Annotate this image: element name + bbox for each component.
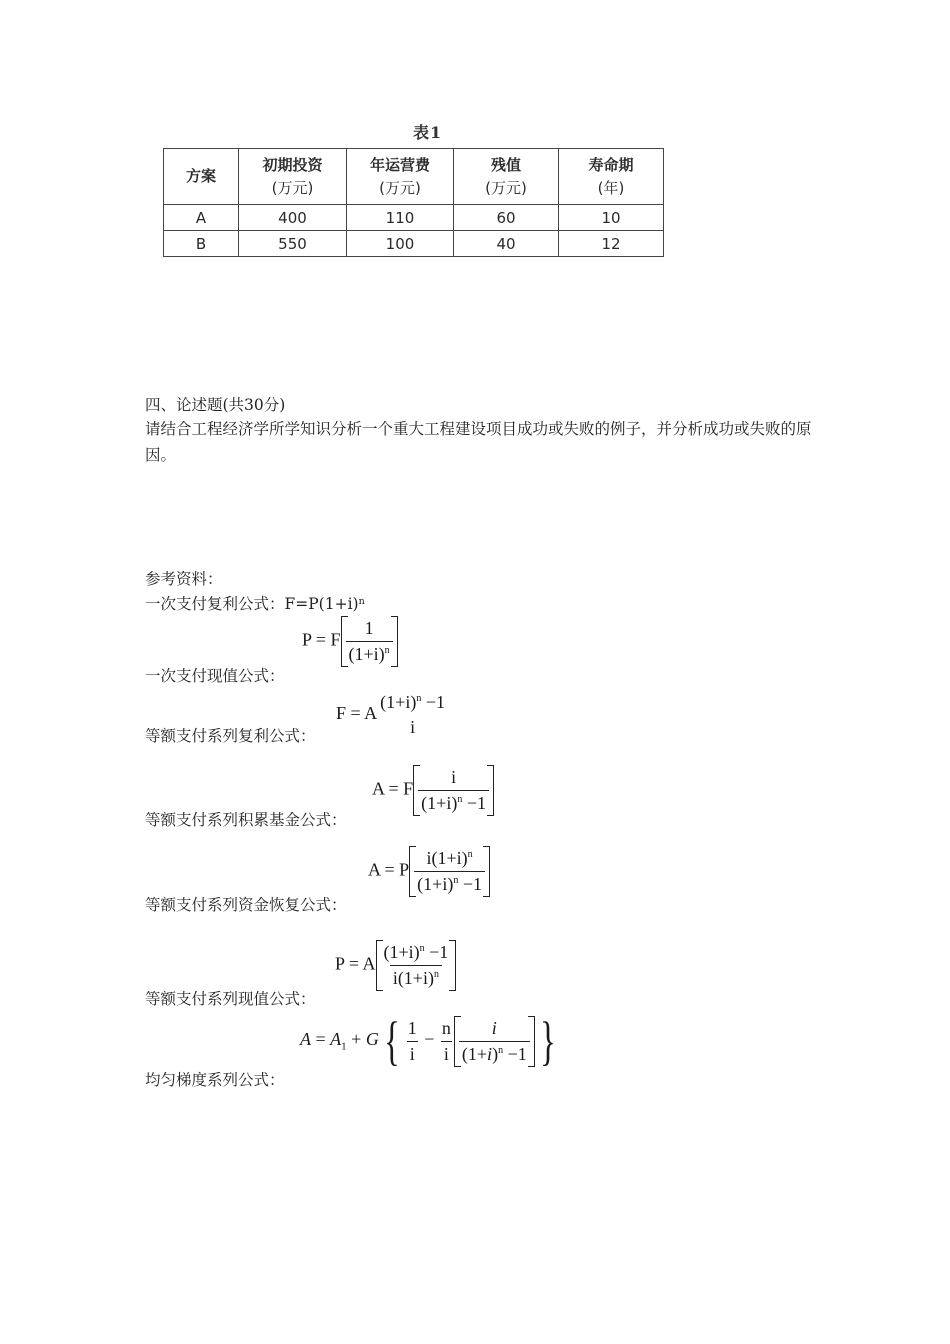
formula-label-annuity-present-value: 等额支付系列现值公式： <box>145 990 316 1008</box>
table-cell: 110 <box>347 205 454 231</box>
header-cell: 寿命期 (年) <box>559 149 664 205</box>
table-cell: 400 <box>239 205 347 231</box>
reference-title: 参考资料： <box>145 570 223 588</box>
formula-label-compound: 一次支付复利公式：F=P(1+i)ⁿ <box>145 595 366 613</box>
formula-label-gradient: 均匀梯度系列公式： <box>145 1071 285 1089</box>
table-cell: 12 <box>559 231 664 257</box>
table-caption: 表1 <box>413 123 443 142</box>
formula-present-value: P = F $\frac{1}{(1+i)^n}$ <box>302 616 398 667</box>
table-cell: A <box>164 205 239 231</box>
table-cell: 550 <box>239 231 347 257</box>
formula-annuity-compound: F = A $(1+i)^n -1$ i <box>336 692 445 737</box>
table-cell: 100 <box>347 231 454 257</box>
header-cell: 年运营费 (万元) <box>347 149 454 205</box>
formula-label-annuity-compound: 等额支付系列复利公式： <box>145 727 316 745</box>
formula-label-present-value: 一次支付现值公式： <box>145 667 285 685</box>
essay-question: 请结合工程经济学所学知识分析一个重大工程建设项目成功或失败的例子，并分析成功或失败的原因。 <box>145 420 812 464</box>
section-title: 四、论述题(共30分) <box>145 396 286 414</box>
formula-sinking-fund: A = F $\frac{i}{(1+i)^n -1}$ <box>372 765 494 816</box>
formula-label-sinking-fund: 等额支付系列积累基金公式： <box>145 811 347 829</box>
table-row <box>164 231 664 257</box>
table-cell: 10 <box>559 205 664 231</box>
formula-label-capital-recovery: 等额支付系列资金恢复公式： <box>145 896 347 914</box>
formula-gradient: $A = A_1 + G${ $\frac{1}{i}$ − $\frac{n}{i}$ $\frac{i}{(1+i)^n -1}$ } <box>300 1011 556 1071</box>
table-row <box>164 205 664 231</box>
table-cell: B <box>164 231 239 257</box>
table-header-row <box>164 149 664 205</box>
data-table <box>163 148 664 257</box>
formula-capital-recovery: A = P $\frac{i(1+i)^n}{(1+i)^n -1}$ <box>368 846 490 897</box>
table-cell: 60 <box>454 205 559 231</box>
header-cell: 残值 (万元) <box>454 149 559 205</box>
header-cell: 初期投资 (万元) <box>239 149 347 205</box>
table-cell: 40 <box>454 231 559 257</box>
formula-annuity-present-value: P = A $\frac{(1+i)^n -1}{i(1+i)^n}$ <box>335 940 456 991</box>
header-cell: 方案 <box>164 149 239 205</box>
